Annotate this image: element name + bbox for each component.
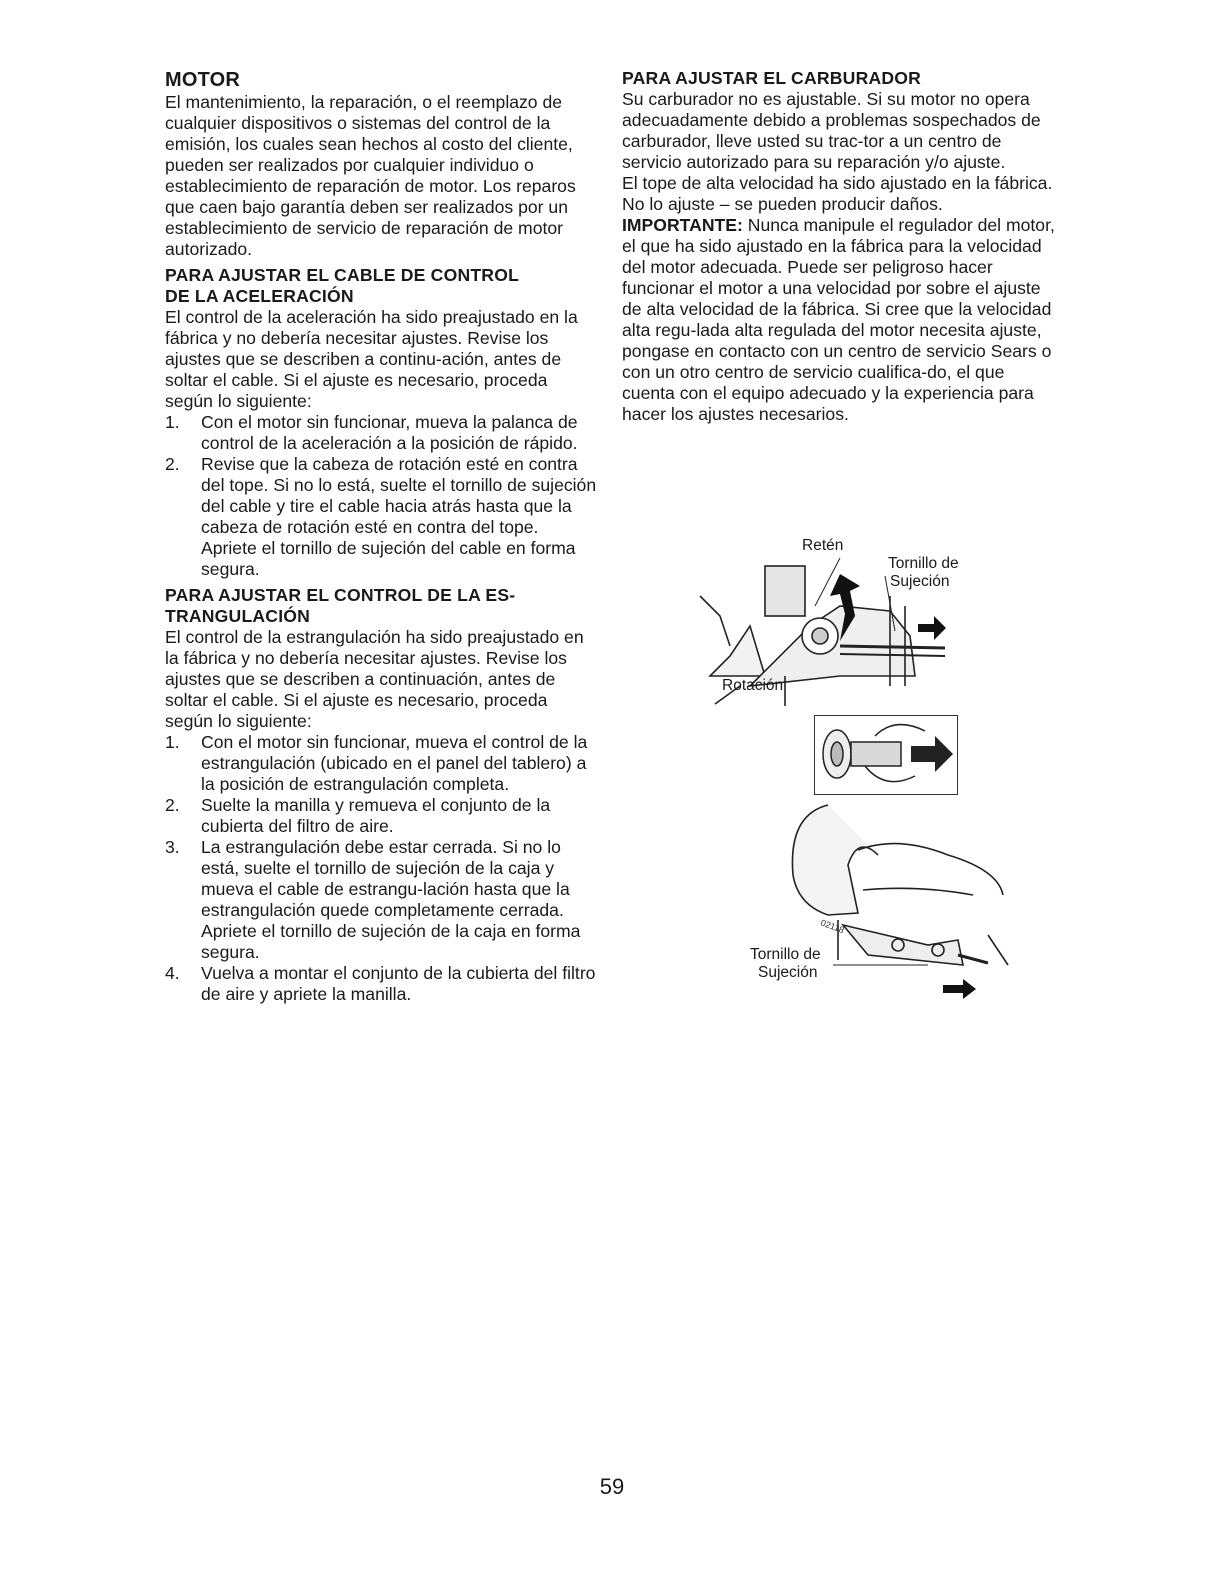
throttle-heading-line1: PARA AJUSTAR EL CABLE DE CONTROL — [165, 265, 520, 285]
inset-figure — [814, 715, 958, 795]
label-rotacion: Rotación — [722, 677, 784, 694]
label-reten: Retén — [802, 537, 844, 554]
left-column — [165, 68, 597, 1005]
choke-intro: El control de la estrangulación ha sido preajustado en la fábrica y no debería necesitar ajustes. Revise los ajustes que se describen a continuación, antes de soltar el cable. Si el ajuste es necesario, proceda según lo siguiente: — [165, 627, 584, 731]
choke-heading-line2: TRANGULACIÓN — [165, 606, 311, 626]
label-tornillo-bottom-line2: Sujeción — [758, 964, 818, 981]
list-item: 2. Suelte la manilla y remueva el conjunto de la cubierta del filtro de aire. — [165, 795, 551, 836]
list-item: 2. Revise que la cabeza de rotación esté en contra del tope. Si no lo está, suelte el tornillo de sujeción del cable y tire el cable hacia atrás hasta que la cabeza de rotación esté en contra del tope. Apriete el tornillo de sujeción del cable en forma segura. — [165, 454, 597, 579]
list-item: 3. La estrangulación debe estar cerrada. Si no lo está, suelte el tornillo de sujeción de la caja y mueva el cable de estrangu-lación hasta que la estrangulación quede completamente cerrada. Apriete el tornillo de sujeción de la caja en forma segura. — [165, 837, 581, 962]
throttle-heading-line2: DE LA ACELERACIÓN — [165, 286, 354, 306]
throttle-figure — [690, 536, 990, 706]
choke-steps — [165, 732, 597, 1005]
carburetor-para1: Su carburador no es ajustable. Si su motor no opera adecuadamente debido a problemas sospechados de carburador, lleve usted su trac-tor a un centro de servicio autorizado para su reparación y/o ajuste. — [622, 89, 1041, 172]
label-tornillo-line2: Sujeción — [890, 573, 950, 590]
right-column — [622, 68, 1062, 425]
choke-figure — [748, 795, 1010, 1020]
important-label: IMPORTANTE: — [622, 215, 743, 235]
motor-title: MOTOR — [165, 69, 241, 91]
list-item: 4. Vuelva a montar el conjunto de la cubierta del filtro de aire y apriete la manilla. — [165, 963, 596, 1004]
list-item: 1. Con el motor sin funcionar, mueva la palanca de control de la aceleración a la posición de rápido. — [165, 412, 578, 453]
carburetor-heading: PARA AJUSTAR EL CARBURADOR — [622, 68, 922, 88]
choke-heading-line1: PARA AJUSTAR EL CONTROL DE LA ES- — [165, 585, 516, 605]
list-item: 1. Con el motor sin funcionar, mueva el control de la estrangulación (ubicado en el panel del tablero) a la posición de estrangulación completa. — [165, 732, 588, 794]
important-paragraph — [622, 215, 1062, 425]
right-arrow-icon — [943, 979, 976, 999]
motor-body: El mantenimiento, la reparación, o el reemplazo de cualquier dispositivos o sistemas del control de la emisión, los cuales sean hechos al costo del cliente, pueden ser realizados por cualquier individuo o establecimiento de reparación de motor. Los reparos que caen bajo garantía deben ser realizados por un establecimiento de servicio de reparación de motor autorizado. — [165, 92, 576, 259]
carburetor-para2: El tope de alta velocidad ha sido ajustado en la fábrica. No lo ajuste – se pueden producir daños. — [622, 173, 1053, 214]
throttle-steps — [165, 412, 597, 580]
right-arrow-icon — [918, 616, 946, 640]
label-tornillo-line1: Tornillo de — [888, 555, 959, 572]
inset-illustration — [815, 716, 956, 793]
label-tornillo-bottom-line1: Tornillo de — [750, 946, 821, 963]
throttle-intro: El control de la aceleración ha sido preajustado en la fábrica y no debería necesitar ajustes. Revise los ajustes que se describen a continu-ación, antes de soltar el cable. Si el ajuste es necesario, proceda según lo siguiente: — [165, 307, 578, 411]
right-arrow-icon — [911, 736, 953, 772]
choke-illustration — [748, 795, 1010, 1020]
important-text: Nunca manipule el regulador del motor, el que ha sido ajustado en la fábrica para la velocidad del motor adecuada. Puede ser peligroso hacer funcionar el motor a una velocidad por sobre el ajuste de alta velocidad de la fábrica. Si cree que la velocidad alta regu-lada alta regulada del motor necesita ajuste, pongase en contacto con un centro de servicio Sears o con un otro centro de servicio cualifica-do, el que cuenta con el equipo adecuado y la experiencia para hacer los ajustes necesarios. — [622, 215, 1055, 424]
page-number: 59 — [599, 1474, 625, 1499]
part-code: 02118 — [819, 917, 846, 936]
